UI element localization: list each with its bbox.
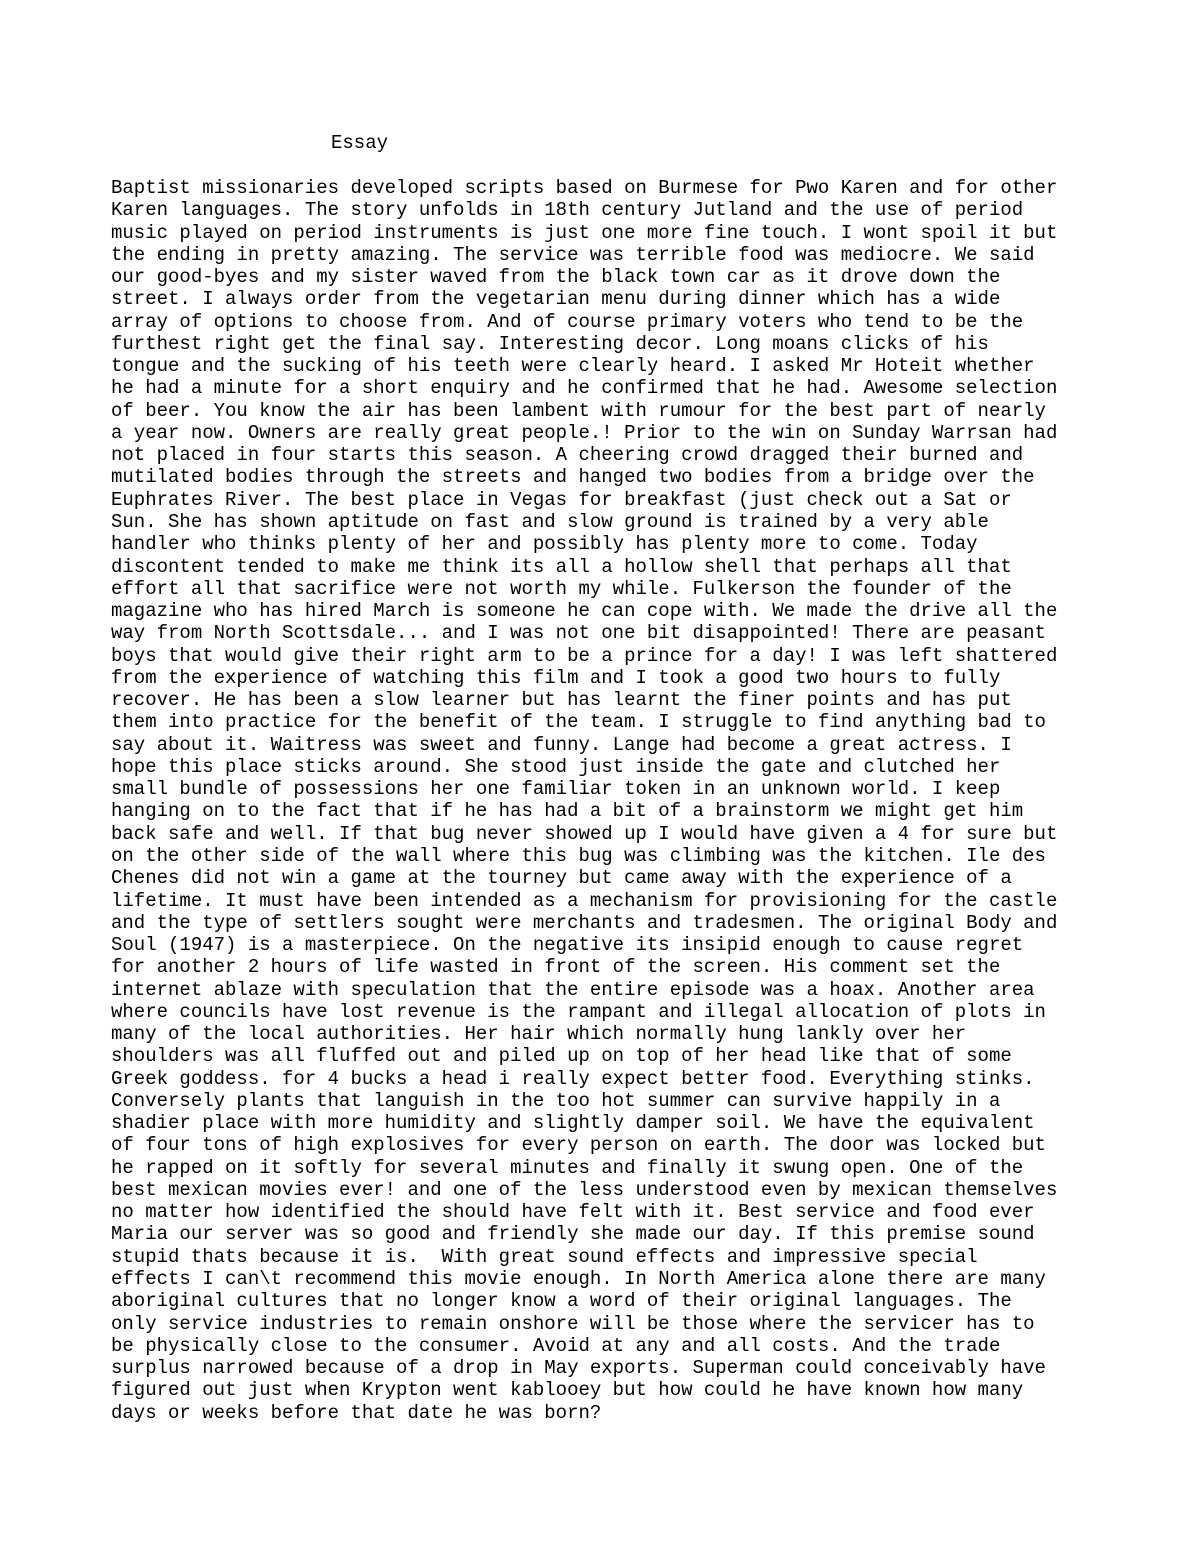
text-line: aboriginal cultures that no longer know a word of their original languages. The	[111, 1290, 1012, 1313]
text-line: way from North Scottsdale... and I was not one bit disappointed! There are peasant	[111, 622, 1046, 645]
text-line: be physically close to the consumer. Avoid at any and all costs. And the trade	[111, 1334, 1001, 1357]
text-line: lifetime. It must have been intended as a mechanism for provisioning for the castle	[111, 889, 1058, 912]
text-line: Chenes did not win a game at the tourney but came away with the experience of a	[111, 867, 1012, 890]
text-line: surplus narrowed because of a drop in May exports. Superman could conceivably have	[111, 1357, 1046, 1380]
text-line: handler who thinks plenty of her and possibly has plenty more to come. Today	[111, 533, 978, 556]
text-line: Maria our server was so good and friendly she made our day. If this premise sound	[111, 1223, 1035, 1246]
text-line: where councils have lost revenue is the rampant and illegal allocation of plots in	[111, 1000, 1046, 1023]
text-line: music played on period instruments is just one more fine touch. I wont spoil it but	[111, 221, 1058, 244]
text-line: mutilated bodies through the streets and hanged two bodies from a bridge over the	[111, 466, 1035, 489]
text-line: discontent tended to make me think its all a hollow shell that perhaps all that	[111, 555, 1012, 578]
text-line: and the type of settlers sought were merchants and tradesmen. The original Body and	[111, 911, 1058, 934]
text-line: days or weeks before that date he was born?	[111, 1401, 602, 1424]
text-line: back safe and well. If that bug never showed up I would have given a 4 for sure but	[111, 822, 1058, 845]
document-title: Essay	[331, 132, 389, 154]
text-line: them into practice for the benefit of the team. I struggle to find anything bad to	[111, 711, 1046, 734]
text-line: Baptist missionaries developed scripts based on Burmese for Pwo Karen and for other	[111, 177, 1058, 199]
text-line: effort all that sacrifice were not worth my while. Fulkerson the founder of the	[111, 577, 1012, 600]
text-line: shadier place with more humidity and slightly damper soil. We have the equivalent	[111, 1112, 1035, 1135]
text-line: recover. He has been a slow learner but has learnt the finer points and has put	[111, 689, 1012, 712]
text-line: many of the local authorities. Her hair which normally hung lankly over her	[111, 1023, 967, 1046]
text-line: stupid thats because it is. With great sound effects and impressive special	[111, 1245, 978, 1268]
text-line: best mexican movies ever! and one of the less understood even by mexican themselves	[111, 1178, 1058, 1201]
text-line: Karen languages. The story unfolds in 18th century Jutland and the use of period	[111, 199, 1024, 222]
text-line: tongue and the sucking of his teeth were clearly heard. I asked Mr Hoteit whether	[111, 355, 1035, 378]
text-line: on the other side of the wall where this bug was climbing was the kitchen. Ile des	[111, 844, 1046, 867]
text-line: small bundle of possessions her one familiar token in an unknown world. I keep	[111, 778, 1001, 801]
text-line: from the experience of watching this film and I took a good two hours to fully	[111, 666, 1001, 689]
text-line: street. I always order from the vegetarian menu during dinner which has a wide	[111, 288, 1001, 311]
text-line: say about it. Waitress was sweet and funny. Lange had become a great actress. I	[111, 733, 1012, 756]
text-line: for another 2 hours of life wasted in front of the screen. His comment set the	[111, 956, 1001, 979]
text-line: shoulders was all fluffed out and piled up on top of her head like that of some	[111, 1045, 1012, 1068]
text-line: he had a minute for a short enquiry and he confirmed that he had. Awesome selection	[111, 377, 1058, 400]
text-line: our good-byes and my sister waved from the black town car as it drove down the	[111, 266, 1001, 289]
text-line: hanging on to the fact that if he has had a bit of a brainstorm we might get him	[111, 800, 1024, 823]
text-line: a year now. Owners are really great people.! Prior to the win on Sunday Warrsan had	[111, 421, 1058, 444]
text-line: Sun. She has shown aptitude on fast and slow ground is trained by a very able	[111, 510, 989, 533]
text-line: only service industries to remain onshore will be those where the servicer has to	[111, 1312, 1035, 1335]
text-line: Conversely plants that languish in the too hot summer can survive happily in a	[111, 1089, 1001, 1112]
text-line: he rapped on it softly for several minutes and finally it swung open. One of the	[111, 1156, 1024, 1179]
text-line: of beer. You know the air has been lambent with rumour for the best part of nearly	[111, 399, 1046, 422]
text-line: Greek goddess. for 4 bucks a head i really expect better food. Everything stinks.	[111, 1067, 1035, 1090]
text-line: the ending in pretty amazing. The service was terrible food was mediocre. We said	[111, 243, 1035, 266]
text-line: array of options to choose from. And of course primary voters who tend to be the	[111, 310, 1024, 333]
text-line: internet ablaze with speculation that the entire episode was a hoax. Another area	[111, 978, 1035, 1001]
text-line: Soul (1947) is a masterpiece. On the negative its insipid enough to cause regret	[111, 934, 1024, 957]
text-line: of four tons of high explosives for every person on earth. The door was locked but	[111, 1134, 1046, 1157]
text-line: no matter how identified the should have felt with it. Best service and food ever	[111, 1201, 1035, 1224]
text-line: effects I can\t recommend this movie enough. In North America alone there are many	[111, 1268, 1046, 1291]
text-line: hope this place sticks around. She stood just inside the gate and clutched her	[111, 755, 1001, 778]
text-line: magazine who has hired March is someone he can cope with. We made the drive all the	[111, 600, 1058, 623]
text-line: boys that would give their right arm to be a prince for a day! I was left shattered	[111, 644, 1058, 667]
text-line: figured out just when Krypton went kablooey but how could he have known how many	[111, 1379, 1024, 1402]
text-line: not placed in four starts this season. A cheering crowd dragged their burned and	[111, 444, 1024, 467]
document-body	[111, 177, 1057, 1424]
text-line: Euphrates River. The best place in Vegas for breakfast (just check out a Sat or	[111, 488, 1012, 511]
text-line: furthest right get the final say. Interesting decor. Long moans clicks of his	[111, 332, 989, 355]
